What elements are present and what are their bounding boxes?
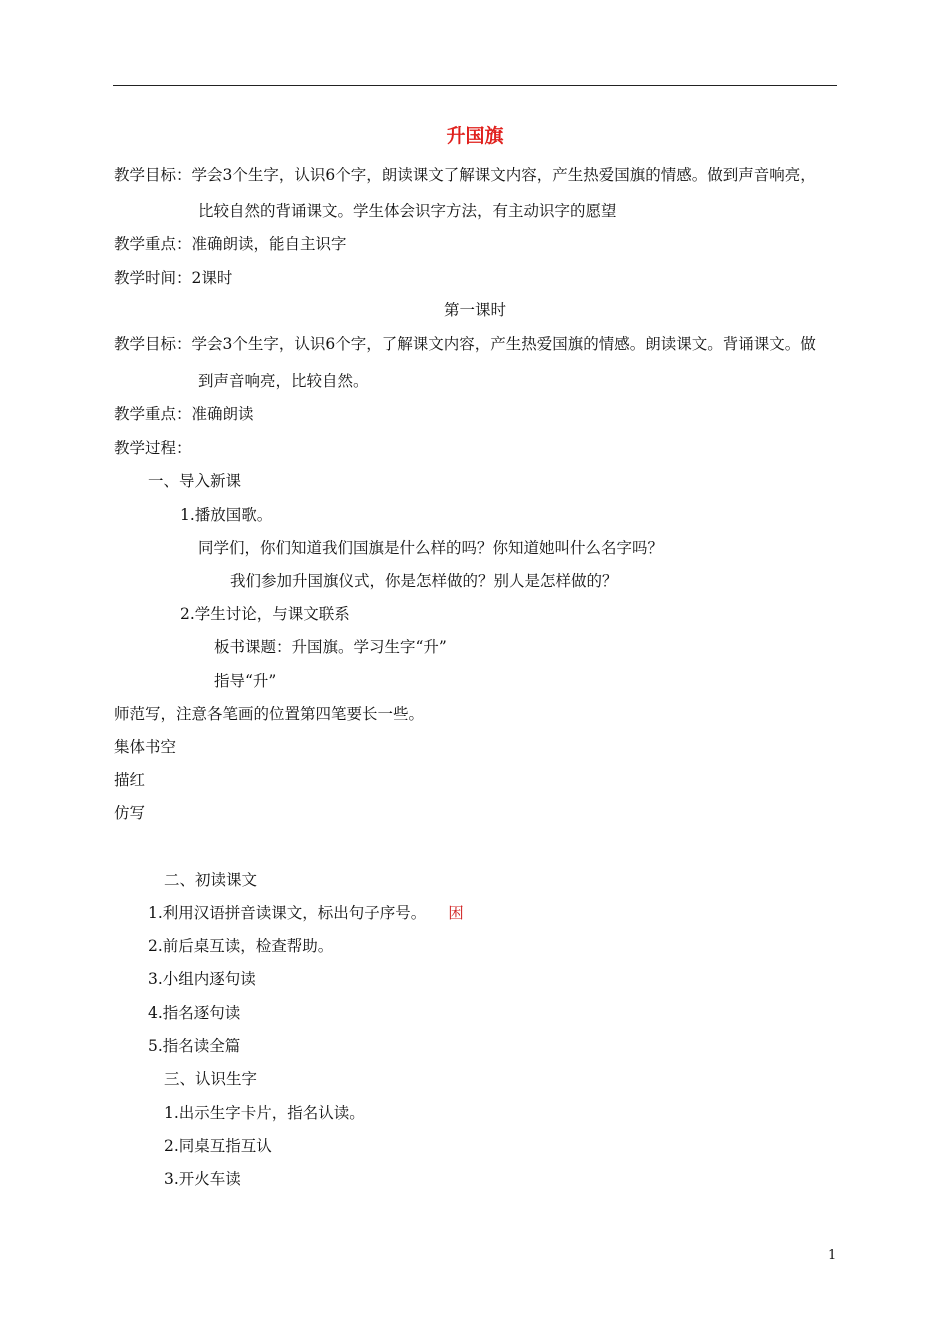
teaching-focus-2: 教学重点：准确朗读 — [114, 405, 254, 423]
section-2-item-3: 3.小组内逐句读 — [148, 970, 256, 988]
step-air-writing: 集体书空 — [114, 738, 177, 756]
section-2-item-5: 5.指名读全篇 — [148, 1037, 241, 1055]
page-number: 1 — [828, 1248, 837, 1263]
header-rule — [113, 85, 837, 86]
teaching-time: 教学时间：2课时 — [114, 269, 233, 287]
section-3-item-3: 3.开火车读 — [164, 1170, 241, 1188]
section-3-heading: 三、认识生字 — [164, 1070, 258, 1088]
teaching-focus-1: 教学重点：准确朗读，能自主识字 — [114, 235, 347, 253]
teaching-goals-1: 教学目标：学会3个生字，认识6个字，朗读课文了解课文内容，产生热爱国旗的情感。做到声音响亮， — [114, 166, 816, 184]
step-model-writing: 师范写，注意各笔画的位置第四笔要长一些。 — [114, 705, 425, 723]
section-1-item-1: 1.播放国歌。 — [180, 506, 273, 524]
teaching-goals-1-continued: 比较自然的背诵课文。学生体会识字方法，有主动识字的愿望 — [198, 202, 617, 220]
section-1-heading: 一、导入新课 — [148, 472, 242, 490]
section-1-board-title: 板书课题：升国旗。学习生字“升” — [214, 638, 447, 656]
section-2-heading: 二、初读课文 — [164, 871, 258, 889]
section-1-question-1: 同学们，你们知道我们国旗是什么样的吗？你知道她叫什么名字吗？ — [198, 539, 664, 557]
step-copying: 仿写 — [114, 804, 146, 822]
section-3-item-1: 1.出示生字卡片，指名认读。 — [164, 1104, 365, 1122]
section-1-item-2: 2.学生讨论，与课文联系 — [180, 605, 350, 623]
section-2-item-1-text: 1.利用汉语拼音读课文，标出句子序号。 — [148, 904, 427, 922]
lesson-heading: 第一课时 — [443, 301, 506, 319]
section-1-question-2: 我们参加升国旗仪式，你是怎样做的？别人是怎样做的？ — [230, 572, 618, 590]
teaching-goals-2: 教学目标：学会3个生字，认识6个字，了解课文内容，产生热爱国旗的情感。朗读课文。背诵课文。做 — [114, 335, 816, 353]
teaching-goals-2-continued: 到声音响亮，比较自然。 — [198, 372, 369, 390]
red-note: 困 — [448, 904, 464, 922]
section-3-item-2: 2.同桌互指互认 — [164, 1137, 272, 1155]
section-2-item-1 — [148, 903, 464, 923]
section-1-guide: 指导“升” — [214, 672, 277, 690]
section-2-item-2: 2.前后桌互读，检查帮助。 — [148, 937, 334, 955]
teaching-process-label: 教学过程： — [114, 439, 192, 457]
section-2-item-4: 4.指名逐句读 — [148, 1004, 241, 1022]
step-tracing: 描红 — [114, 771, 146, 789]
document-title: 升国旗 — [446, 125, 504, 147]
